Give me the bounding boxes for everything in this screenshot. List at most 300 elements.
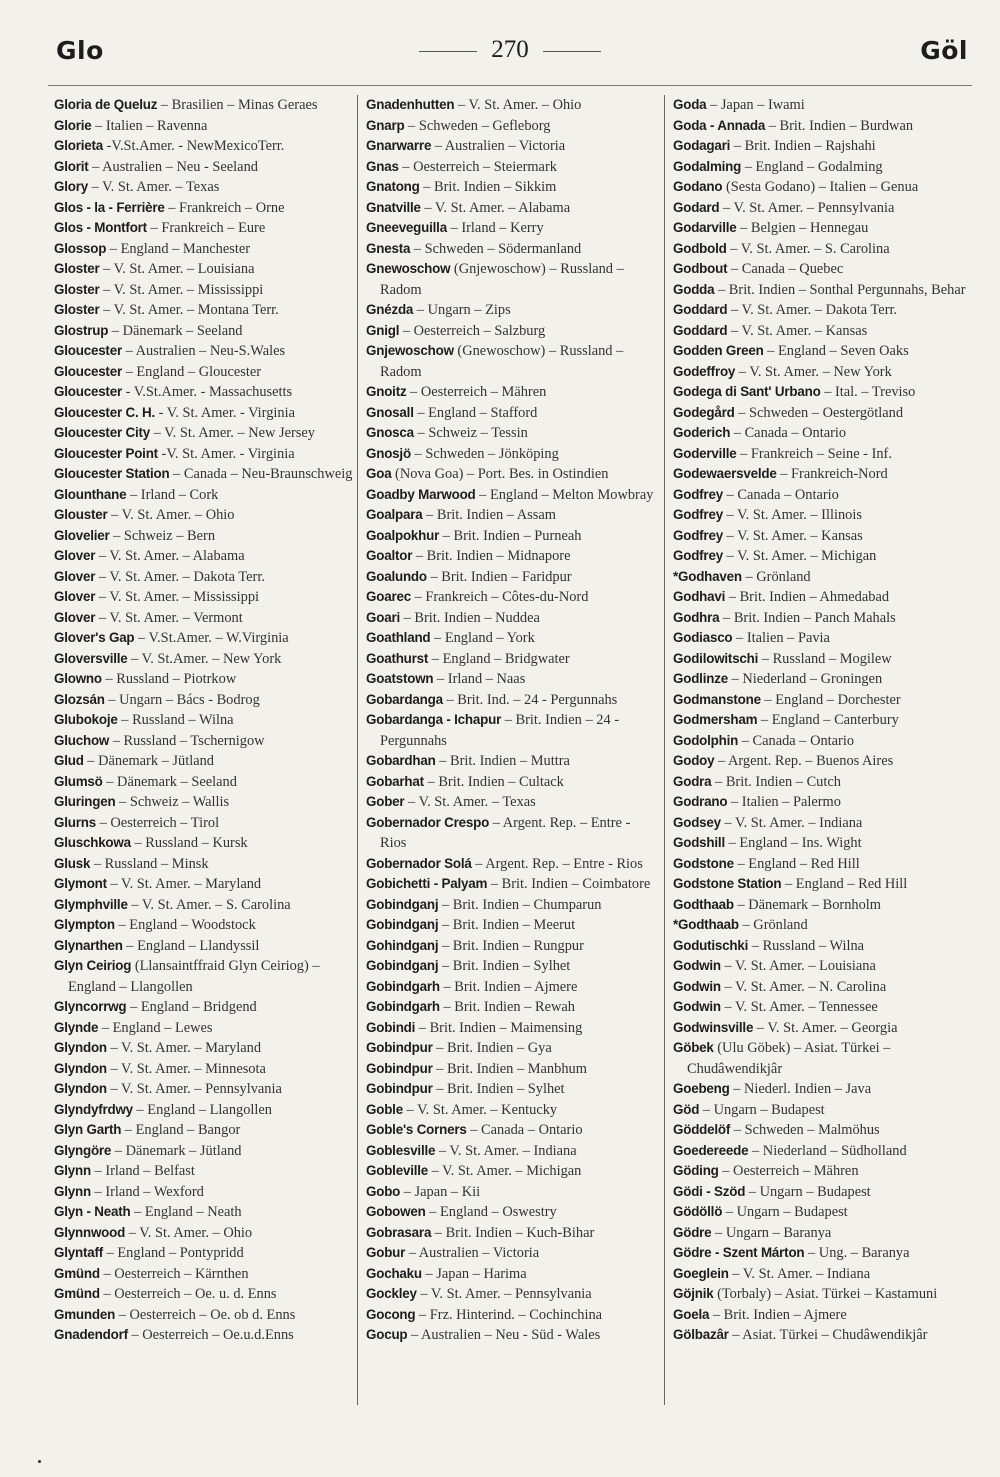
entry: [673, 505, 967, 526]
entry-term: Gnosca: [366, 425, 414, 440]
entry-location: – Italien – Palermo: [727, 794, 841, 810]
entry: [366, 1182, 660, 1203]
entry-term: Godbold: [673, 240, 727, 256]
entry-term: Glover: [54, 609, 96, 625]
entry-location: – Argent. Rep. – Entre - Rios: [471, 855, 643, 872]
entry-location: – Frankreich – Côtes-du-Nord: [410, 589, 589, 605]
entry-term: Göding: [673, 1163, 719, 1178]
entry-term: Glusk: [54, 855, 91, 871]
entry-location: – Schweiz – Bern: [109, 527, 216, 544]
entry: [54, 731, 353, 752]
entry-location: – V. St. Amer. – Michigan: [722, 548, 877, 564]
entry: [54, 1038, 353, 1059]
entry-term: Gnewoschow: [366, 261, 451, 276]
entry-location: – Dänemark – Seeland: [102, 773, 237, 790]
entry-term: Goebeng: [673, 1081, 730, 1096]
entry-term: Glounthane: [54, 486, 127, 502]
entry: [366, 341, 660, 382]
entry-location: – Brit. Indien – Cultack: [423, 773, 564, 790]
entry-term: Godlinze: [673, 671, 728, 686]
entry: [54, 669, 353, 690]
entry: [673, 218, 967, 239]
entry-term: Göddelöf: [673, 1122, 731, 1137]
entry: [673, 936, 967, 957]
entry-location: – Russland – Wilna: [117, 712, 234, 728]
entry: [673, 895, 967, 916]
entry-term: Gnarp: [366, 117, 405, 133]
entry-location: – Japan – Kii: [400, 1183, 481, 1200]
entry-term: Glynn: [54, 1183, 91, 1199]
entry-term: Gobo: [366, 1183, 401, 1199]
entry: [673, 1305, 967, 1326]
entry: [366, 116, 660, 137]
entry-location: – Schweden – Södermanland: [410, 240, 582, 257]
entry-term: Godewaersvelde: [673, 466, 777, 481]
entry: [54, 218, 353, 239]
entry-term: Glyn - Neath: [54, 1204, 131, 1219]
entry-term: Godfrey: [673, 486, 723, 502]
entry: [673, 669, 967, 690]
entry: [673, 157, 967, 178]
entry: [54, 1264, 353, 1285]
entry: [54, 444, 353, 465]
entry-term: Glumsö: [54, 773, 103, 789]
entry-term: Godwin: [673, 978, 721, 994]
entry-location: – Asiat. Türkei – Chudâwendikjâr: [728, 1327, 928, 1343]
entry-location: – Russland – Kursk: [130, 835, 248, 851]
entry-term: Glover's Gap: [54, 630, 135, 645]
entry-term: Glynde: [54, 1019, 99, 1035]
entry: [673, 546, 967, 567]
entry: [366, 218, 660, 239]
entry-location: – Schweiz – Tessin: [413, 425, 528, 441]
entry: [366, 485, 660, 506]
entry-term: Gnigl: [366, 322, 400, 338]
entry-term: Gloster: [54, 261, 100, 276]
entry-term: Gobindi: [366, 1019, 416, 1035]
entry-term: Glover: [54, 589, 96, 604]
entry: [673, 751, 967, 772]
entry-location: – England – Pontypridd: [103, 1245, 244, 1261]
entry: [366, 587, 660, 608]
entry: [54, 772, 353, 793]
entry: [54, 505, 353, 526]
entry-term: Glovelier: [54, 527, 110, 543]
entry-term: Godmanstone: [673, 691, 761, 707]
entry: [366, 177, 660, 198]
entry-location: – Oesterreich – Oe.u.d.Enns: [127, 1327, 294, 1343]
entry: [366, 895, 660, 916]
entry-location: – Brit. Indien – Assam: [422, 507, 556, 523]
entry-location: – Russland – Mogilew: [758, 650, 892, 667]
entry-location: – Ungarn – Budapest: [722, 1204, 848, 1220]
entry-term: Goddard: [673, 322, 728, 338]
entry-location: – Russland – Tschernigow: [109, 732, 265, 749]
entry-location: – V. St. Amer. – Vermont: [95, 609, 243, 626]
entry-term: Glyndon: [54, 1060, 107, 1076]
entry-location: – Dänemark – Jütland: [83, 753, 214, 769]
entry-term: Glud: [54, 753, 84, 768]
entry: [673, 874, 967, 895]
entry-location: – England – Oswestry: [425, 1204, 557, 1220]
entry-location: – Brit. Indien – Sylhet: [438, 958, 571, 974]
entry: [54, 874, 353, 895]
entry: [366, 792, 660, 813]
entry-term: Goeglein: [673, 1265, 729, 1281]
entry-term: Goblesville: [366, 1142, 436, 1158]
entry-location: – V. St. Amer. – Minnesota: [106, 1060, 266, 1077]
entry: [366, 1079, 660, 1100]
entry-location: – Australien – Neu - Seeland: [88, 158, 258, 175]
entry-term: Gobardanga - Ichapur: [366, 712, 502, 727]
entry-location: – England – Llangollen: [132, 1101, 272, 1118]
entry: [673, 198, 967, 219]
entry-location: – Argent. Rep. – Buenos Aires: [714, 753, 894, 769]
entry-location: – Brit. Indien – Sikkim: [419, 179, 557, 195]
entry: [673, 526, 967, 547]
entry: [54, 1182, 353, 1203]
entry: [54, 1100, 353, 1121]
entry-location: – V.St.Amer. – W.Virginia: [134, 630, 289, 646]
entry: [54, 1223, 353, 1244]
entry-location: – Canada – Ontario: [730, 425, 847, 441]
entry: [366, 321, 660, 342]
entry-location: – Ung. – Baranya: [804, 1245, 910, 1261]
entry-location: – Niederland – Südholland: [748, 1142, 907, 1159]
entry-term: Gloucester C. H.: [54, 404, 155, 420]
page-number-block: [48, 36, 972, 64]
entry-term: Gnadendorf: [54, 1327, 128, 1342]
entry-location: – Brit. Indien – Manbhum: [432, 1060, 587, 1077]
entry-term: Gockley: [366, 1286, 417, 1301]
entry-term: Glymphville: [54, 896, 128, 912]
entry-term: Godano: [673, 179, 723, 194]
entry: [54, 1141, 353, 1162]
entry: [673, 177, 967, 198]
entry-term: Goela: [673, 1306, 710, 1322]
entry-term: Godshill: [673, 835, 725, 850]
entry-location: – Australien – Neu - Süd - Wales: [407, 1327, 601, 1343]
entry-term: Goble's Corners: [366, 1122, 467, 1137]
entry: [54, 362, 353, 383]
entry: [54, 710, 353, 731]
entry: [54, 608, 353, 629]
entry: [673, 628, 967, 649]
entry: [366, 1100, 660, 1121]
entry-term: Gmünd: [54, 1265, 100, 1281]
entry-location: – England – Neath: [130, 1204, 242, 1220]
entry-location: – V. St. Amer. – Louisiana: [720, 958, 876, 974]
entry: [366, 1018, 660, 1039]
entry-location: – Australien – Victoria: [431, 138, 566, 154]
entry-location: – Brit. Indien – Rajshahi: [730, 138, 876, 154]
entry-term: Gocup: [366, 1327, 408, 1342]
entry: [366, 1264, 660, 1285]
entry-location: – Oesterreich – Tirol: [95, 814, 220, 831]
entry: [673, 1018, 967, 1039]
entry-location: – V. St. Amer. – Pennsylvania: [719, 199, 895, 216]
entry-term: Gobernador Solá: [366, 855, 472, 871]
entry: [54, 1325, 353, 1346]
entry-term: Glyncorrwg: [54, 999, 127, 1014]
entry-location: – Brit. Indien – Ajmere: [709, 1306, 847, 1323]
entry-term: Godega di Sant' Urbano: [673, 384, 821, 399]
entry: [54, 813, 353, 834]
entry-term: Gnosall: [366, 404, 414, 420]
entry-location: – Brit. Indien – Gya: [432, 1040, 552, 1056]
entry: [366, 526, 660, 547]
entry-term: Gobleville: [366, 1163, 428, 1178]
entry: [366, 1120, 660, 1141]
entry-term: Glynarthen: [54, 937, 123, 953]
entry: [366, 1141, 660, 1162]
entry-term: Glossop: [54, 240, 107, 256]
entry-term: Glubokoje: [54, 712, 118, 727]
entry-location: – Oesterreich – Mähren: [718, 1163, 859, 1179]
entry-location: – V. St. Amer. – Indiana: [435, 1142, 577, 1159]
entry-term: Gölbazâr: [673, 1327, 729, 1342]
entry-term: Gobardanga: [366, 691, 443, 707]
entry: [54, 1059, 353, 1080]
entry-location: – Brit. Indien – Ahmedabad: [725, 589, 890, 605]
entry-location: – Italien – Ravenna: [91, 117, 208, 134]
entry-location: – Schweden – Jönköping: [410, 445, 559, 462]
entry-location: – Australien – Neu-S.Wales: [121, 343, 286, 359]
entry: [54, 403, 353, 424]
entry: [54, 854, 353, 875]
entry-term: Goderich: [673, 425, 731, 440]
entry-location: – V. St. Amer. – Kentucky: [402, 1101, 558, 1118]
entry: [673, 1038, 967, 1079]
entry-location: – Brit. Indien – Faridpur: [426, 568, 572, 585]
entry: [54, 1018, 353, 1039]
entry-term: Goathland: [366, 630, 431, 645]
entry: [673, 1100, 967, 1121]
entry-location: – Oesterreich – Oe. u. d. Enns: [99, 1286, 277, 1302]
entry: [54, 587, 353, 608]
entry-term: Godsey: [673, 814, 721, 830]
entry-location: – Schweden – Oestergötland: [734, 404, 904, 421]
entry-term: Gnas: [366, 158, 399, 174]
entry-location: – England – Ins. Wight: [724, 835, 862, 851]
entry-term: Gloucester Point: [54, 445, 158, 461]
entry: [54, 341, 353, 362]
entry-term: Gnadenhutten: [366, 97, 455, 112]
entry-location: – Brit. Indien – Kuch-Bihar: [431, 1224, 595, 1241]
entry-location: – Brit. Indien – Purneah: [439, 527, 582, 544]
entry-location: – V. St. Amer. – New Jersey: [149, 425, 315, 441]
entry-term: Gobur: [366, 1245, 406, 1260]
entry-location: – V. St. Amer. – Texas: [404, 794, 536, 810]
entry-term: Goalundo: [366, 568, 427, 584]
entry-location: – Oesterreich – Oe. ob d. Enns: [115, 1306, 296, 1323]
entry-location: – V. St. Amer. – Mississippi: [95, 589, 260, 605]
entry-term: Gobowen: [366, 1204, 426, 1219]
entry-location: (Sesta Godano) – Italien – Genua: [722, 179, 919, 195]
entry-location: – Canada – Ontario: [738, 732, 855, 749]
header-dash-right: [543, 51, 601, 52]
entry: [673, 1223, 967, 1244]
entry: [54, 1079, 353, 1100]
entry-location: – Canada – Ontario: [722, 486, 839, 503]
entry-term: Gobindganj: [366, 958, 439, 973]
entry: [54, 485, 353, 506]
entry-location: – Ungarn – Bács - Bodrog: [104, 691, 260, 708]
entry: [673, 341, 967, 362]
entry-term: Gochaku: [366, 1265, 422, 1281]
entry-location: – England – Lewes: [98, 1019, 213, 1036]
entry: [366, 239, 660, 260]
entry-location: – Frankreich-Nord: [776, 466, 888, 482]
entry-location: – V. St. Amer. – Dakota Terr.: [727, 302, 898, 318]
entry: [54, 1284, 353, 1305]
entry-location: – Belgien – Hennegau: [736, 220, 869, 236]
entry-term: Gobardhan: [366, 753, 436, 768]
entry-location: (Ulu Göbek) – Asiat. Türkei – Chudâwendikjâr: [687, 1040, 891, 1077]
entry: [366, 1305, 660, 1326]
entry: [673, 813, 967, 834]
entry-location: – V. St. Amer. – Maryland: [106, 876, 262, 892]
entry: [673, 608, 967, 629]
entry-term: Gobindgarh: [366, 978, 440, 994]
entry-term: Glory: [54, 179, 88, 194]
entry-term: Goatstown: [366, 671, 434, 686]
entry: [366, 710, 660, 751]
entry-location: – Irland – Wexford: [90, 1183, 204, 1200]
entry-term: Goathurst: [366, 650, 429, 666]
entry-location: – Brit. Indien – Rewah: [439, 999, 575, 1015]
entry-location: – Oesterreich – Salzburg: [399, 322, 546, 339]
entry-term: Gödi - Szöd: [673, 1183, 746, 1199]
entry-location: – Frankreich – Eure: [146, 220, 266, 236]
entry: [673, 587, 967, 608]
entry-location: – Ungarn – Budapest: [745, 1183, 871, 1200]
entry-location: – Frankreich – Seine - Inf.: [736, 445, 892, 462]
entry: [54, 690, 353, 711]
entry: [673, 833, 967, 854]
entry-location: – Oesterreich – Mähren: [406, 384, 547, 400]
entry: [366, 997, 660, 1018]
entry: [54, 1161, 353, 1182]
entry: [54, 321, 353, 342]
entry: [54, 177, 353, 198]
entry-term: Glowno: [54, 671, 102, 686]
entry: [54, 649, 353, 670]
entry-term: Gobindganj: [366, 896, 439, 912]
entry: [366, 1161, 660, 1182]
entry-location: – England – Bridgwater: [428, 650, 570, 667]
entry-location: – Brit. Indien – 24 - Pergunnahs: [380, 712, 620, 749]
entry-location: – V. St. Amer. – Texas: [87, 179, 220, 195]
entry: [54, 382, 353, 403]
entry-location: – V. St. Amer. – S. Carolina: [127, 896, 291, 913]
entry-location: – Dänemark – Jütland: [111, 1142, 242, 1159]
gazetteer-columns: [50, 95, 972, 1405]
entry: [673, 1284, 967, 1305]
entry-location: – England – York: [430, 630, 535, 646]
entry-term: Gnézda: [366, 302, 414, 317]
entry-location: - V. St. Amer. - Virginia: [154, 404, 295, 421]
entry-location: – Japan – Harima: [421, 1265, 527, 1282]
entry-term: Gohindganj: [366, 937, 439, 953]
entry: [673, 239, 967, 260]
entry-term: Glyndon: [54, 1081, 107, 1096]
entry-term: Gödöllö: [673, 1204, 723, 1219]
entry: [673, 1141, 967, 1162]
entry: [366, 669, 660, 690]
entry: [366, 854, 660, 875]
entry-term: Gloucester City: [54, 425, 150, 440]
entry: [54, 157, 353, 178]
entry-location: – Australien – Victoria: [405, 1245, 540, 1261]
entry-term: Glouster: [54, 507, 108, 522]
entry-term: Goadby Marwood: [366, 486, 476, 502]
entry-location: – V. St. Amer. – Illinois: [722, 507, 862, 523]
entry-location: – V. St. Amer. – S. Carolina: [726, 240, 890, 257]
entry: [673, 136, 967, 157]
entry: [673, 362, 967, 383]
entry: [673, 1161, 967, 1182]
entry-term: *Godhaven: [673, 568, 742, 584]
entry: [673, 1243, 967, 1264]
entry-location: – Oesterreich – Steiermark: [398, 158, 557, 175]
entry-term: Gocong: [366, 1306, 416, 1322]
entry-term: Glynn: [54, 1163, 91, 1178]
entry-location: – England – Stafford: [413, 404, 538, 421]
entry-term: Göjnik: [673, 1286, 714, 1301]
entry-term: Godwin: [673, 999, 721, 1014]
entry-location: – V. St. Amer. – Pennsylvania: [106, 1081, 282, 1097]
entry-location: – V. St. Amer. – Pennsylvania: [416, 1286, 592, 1302]
page-number: 270: [491, 36, 529, 63]
entry-term: Glyn Garth: [54, 1122, 122, 1137]
entry-term: Gobernador Crespo: [366, 814, 490, 830]
entry: [54, 464, 353, 485]
entry: [54, 546, 353, 567]
entry-term: Gloucester Station: [54, 466, 170, 481]
entry-location: – Brit. Indien – Meerut: [438, 917, 576, 933]
entry: [366, 546, 660, 567]
entry-term: Godbout: [673, 261, 728, 276]
entry-location: – Brit. Indien – Midnapore: [412, 548, 571, 564]
entry: [673, 977, 967, 998]
entry-term: Godwin: [673, 958, 721, 973]
entry: [54, 95, 353, 116]
entry: [673, 95, 967, 116]
header-left-guide-word: Glo: [56, 36, 104, 65]
entry: [366, 423, 660, 444]
entry-term: Goedereede: [673, 1142, 749, 1158]
entry-term: Glos - Montfort: [54, 220, 147, 235]
entry-location: – V. St. Amer. – Mississippi: [99, 281, 264, 298]
entry: [366, 300, 660, 321]
entry: [673, 116, 967, 137]
entry-term: *Godthaab: [673, 917, 739, 932]
entry-term: Glyndon: [54, 1040, 107, 1055]
entry-location: – V. St. Amer. – Indiana: [720, 814, 863, 831]
entry: [673, 731, 967, 752]
entry-term: Gneeveguilla: [366, 220, 447, 235]
entry-term: Glympton: [54, 917, 115, 932]
entry-location: – V. St. Amer. – N. Carolina: [720, 978, 887, 995]
entry: [54, 526, 353, 547]
entry-location: – England – Llandyssil: [122, 937, 260, 954]
entry-location: (Nova Goa) – Port. Bes. in Ostindien: [391, 466, 609, 482]
entry-location: – Irland – Kerry: [446, 220, 544, 236]
entry-term: Glos - la - Ferrière: [54, 199, 165, 215]
entry-location: – Grönland: [738, 917, 808, 933]
entry-term: Godstone: [673, 855, 734, 871]
